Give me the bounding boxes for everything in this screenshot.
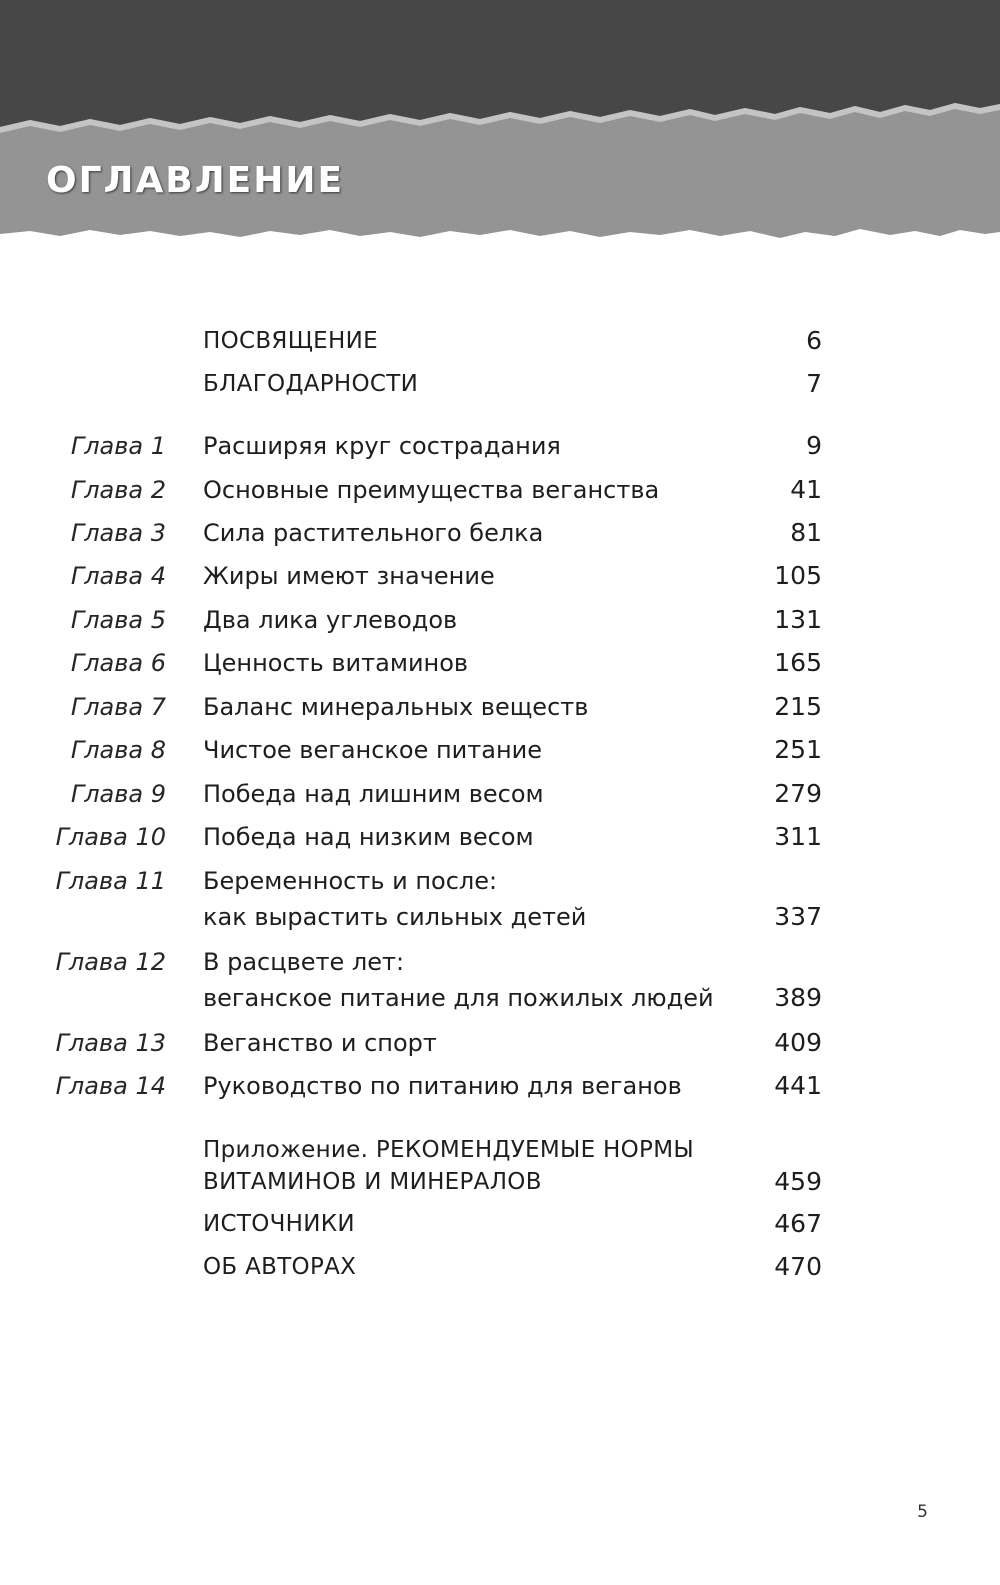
toc-entry-page: 467 [774,1209,822,1238]
toc-entry-title-line2: как вырастить сильных детей [203,903,587,931]
chapter-label: Глава 6 [70,649,166,677]
chapter-label: Глава 12 [55,948,166,976]
toc-entry-title: Два лика углеводов [203,606,458,634]
toc-entry-page: 389 [774,983,822,1012]
toc-entry-page: 441 [774,1071,822,1100]
toc-entry-page: 337 [774,902,822,931]
toc-entry-title-line1: Приложение. РЕКОМЕНДУЕМЫЕ НОРМЫ [203,1137,694,1163]
toc-entry-title: Чистое веганское питание [203,736,543,764]
chapter-label: Глава 4 [70,562,166,590]
chapter-label: Глава 9 [70,780,166,808]
toc-entry-title: Ценность витаминов [203,649,469,677]
page-number: 5 [917,1502,928,1522]
toc-entry-title: Баланс минеральных веществ [203,693,589,721]
chapter-label: Глава 8 [70,736,166,764]
toc-entry-title: Сила растительного белка [203,519,544,547]
toc-entry-title-line2: ВИТАМИНОВ И МИНЕРАЛОВ [203,1169,542,1195]
chapter-label: Глава 14 [55,1072,166,1100]
chapter-label: Глава 7 [70,693,166,721]
toc-entry-page: 9 [806,431,822,460]
toc-entry-title-line1: Беременность и после: [203,867,498,895]
chapter-label: Глава 2 [70,476,166,504]
toc-entry-title: Веганство и спорт [203,1029,437,1057]
toc-entry-page: 6 [806,326,822,355]
toc-entry-page: 251 [774,735,822,764]
toc-entry-page: 470 [774,1252,822,1281]
chapter-label: Глава 13 [55,1029,166,1057]
chapter-label: Глава 1 [70,432,166,460]
toc-entry-title-line2: веганское питание для пожилых людей [203,984,714,1012]
toc-entry-title: ИСТОЧНИКИ [203,1211,355,1237]
toc-entry-title: Основные преимущества веганства [203,476,660,504]
toc-entry-page: 311 [774,822,822,851]
toc-entry-page: 215 [774,692,822,721]
toc-entry-page: 7 [806,369,822,398]
chapter-label: Глава 11 [55,867,166,895]
toc-entry-page: 459 [774,1167,822,1196]
toc-entry-page: 131 [774,605,822,634]
chapter-label: Глава 10 [55,823,166,851]
toc-entry-title: Жиры имеют значение [203,562,495,590]
toc-entry-title: ОБ АВТОРАХ [203,1254,357,1280]
toc-entry-title: Расширяя круг сострадания [203,432,561,460]
chapter-label: Глава 3 [70,519,166,547]
chapter-label: Глава 5 [70,606,166,634]
toc-entry-page: 81 [790,518,822,547]
toc-entry-title: Победа над лишним весом [203,780,544,808]
toc-entry-title: Победа над низким весом [203,823,534,851]
toc-entry-title: Руководство по питанию для веганов [203,1072,682,1100]
toc-entry-title: БЛАГОДАРНОСТИ [203,371,419,397]
toc-entry-title: ПОСВЯЩЕНИЕ [203,328,378,354]
toc-entry-title-line1: В расцвете лет: [203,948,405,976]
toc-entry-page: 409 [774,1028,822,1057]
toc-entry-page: 165 [774,648,822,677]
toc-entry-page: 279 [774,779,822,808]
toc-entry-page: 105 [774,561,822,590]
page-title: ОГЛАВЛЕНИЕ [46,160,345,201]
toc-entry-page: 41 [790,475,822,504]
